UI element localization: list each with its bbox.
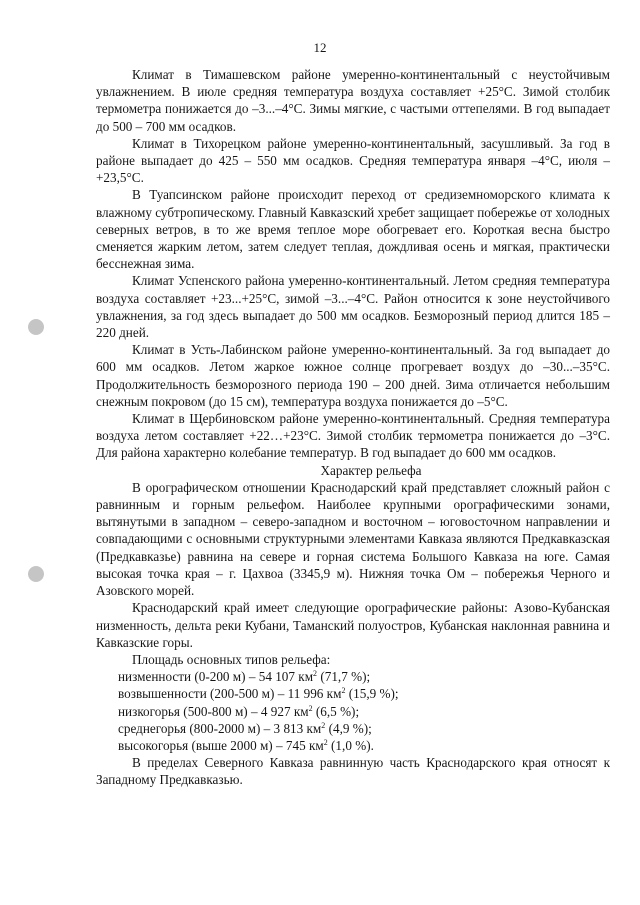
paragraph-tuapse: В Туапсинском районе происходит переход от средиземноморского климата к влажному субтропическому. Главный Кавказский хребет защищает побережье от холодных северных ветров, в то же время теплое море обогревает его. Короткая весна быстро сменяется жарким летом, затем следует теплая, дождливая осень и мягкая, практически бесснежная зима. — [96, 187, 610, 272]
paragraph-orographic-regions: Краснодарский край имеет следующие орографические районы: Азово-Кубанская низменность, дельта реки Кубани, Таманский полуостров, Кубанская наклонная равнина и Кавказские горы. — [96, 600, 610, 650]
paragraph-closing: В пределах Северного Кавказа равнинную часть Краснодарского края относят к Западному Предкавказью. — [96, 755, 610, 788]
paragraph-timashevsk: Климат в Тимашевском районе умеренно-континентальный с неустойчивым увлажнением. В июле средняя температура воздуха составляет +25°С. Зимой столбик термометра понижается до –3...–4°С. Зимы мягкие, с частыми оттепелями. В год выпадает до 500 – 700 мм осадков. — [96, 67, 610, 134]
punch-hole-top — [28, 319, 44, 335]
paragraph-ust-labinsk: Климат в Усть-Лабинском районе умеренно-континентальный. За год выпадает до 600 мм осадков. Летом жаркое южное солнце прогревает воздух до –30...–35°С. Продолжительность безморозного периода 190 – 200 дней. Зима отличается небольшим снежным покровом (до 15 см), температура воздуха понижается до –5°С. — [96, 342, 610, 409]
paragraph-uspensky: Климат Успенского района умеренно-континентальный. Летом средняя температура воздуха составляет +23...+25°С, зимой –3...–4°С. Район относится к зоне неустойчивого увлажнения, за год здесь выпадает до 500 мм осадков. Безморозный период длится 185 – 220 дней. — [96, 273, 610, 341]
relief-list-title: Площадь основных типов рельефа: — [132, 651, 331, 667]
paragraph-orography: В орографическом отношении Краснодарский край представляет сложный район с равнинным и горным рельефом. Наиболее крупными орографическими зонами, вытянутыми в западном – северо-западном и восточном – юговосточном направлении и совпадающими с основными структурными элементами Кавказа являются Предкавказская (Предкавказье) равнина на севере и горная система Большого Кавказа на юге. Самая высокая точка края – г. Цахвоа (3345,9 м). Нижняя точка Ом – побережья Черного и Азовского морей. — [96, 479, 610, 599]
relief-item-high-mountains: высокогорья (выше 2000 м) – 745 $км^2$ (1,0 %). — [118, 737, 374, 753]
relief-item-lowland: низменности (0-200 м) – 54 107 $км^2$ (71,7 %); — [118, 669, 371, 685]
relief-item-upland: возвышенности (200-500 м) – 11 996 $км^2$ (15,9 %); — [118, 686, 399, 702]
paragraph-tikhoretsk: Климат в Тихорецком районе умеренно-континентальный, засушливый. За год в районе выпадает до 425 – 550 мм осадков. Средняя температура января –4°С, июля – +23,5°С. — [96, 135, 610, 186]
body-text — [96, 66, 610, 789]
punch-hole-bottom — [28, 566, 44, 582]
paragraph-shcherbinovsky: Климат в Щербиновском районе умеренно-континентальный. Средняя температура воздуха летом составляет +22…+23°С. Зимой столбик термометра понижается до –3°С. Для района характерно колебание температур. В год выпадает до 600 мм осадков. — [96, 411, 610, 461]
relief-item-low-mountains: низкогорья (500-800 м) – 4 927 $км^2$ (6,5 %); — [118, 703, 360, 719]
relief-item-mid-mountains: среднегорья (800-2000 м) – 3 813 $км^2$ (4,9 %); — [118, 720, 372, 736]
relief-types-list — [96, 668, 610, 754]
section-heading-relief: Характер рельефа — [320, 462, 422, 478]
page-number: 12 — [313, 40, 327, 55]
